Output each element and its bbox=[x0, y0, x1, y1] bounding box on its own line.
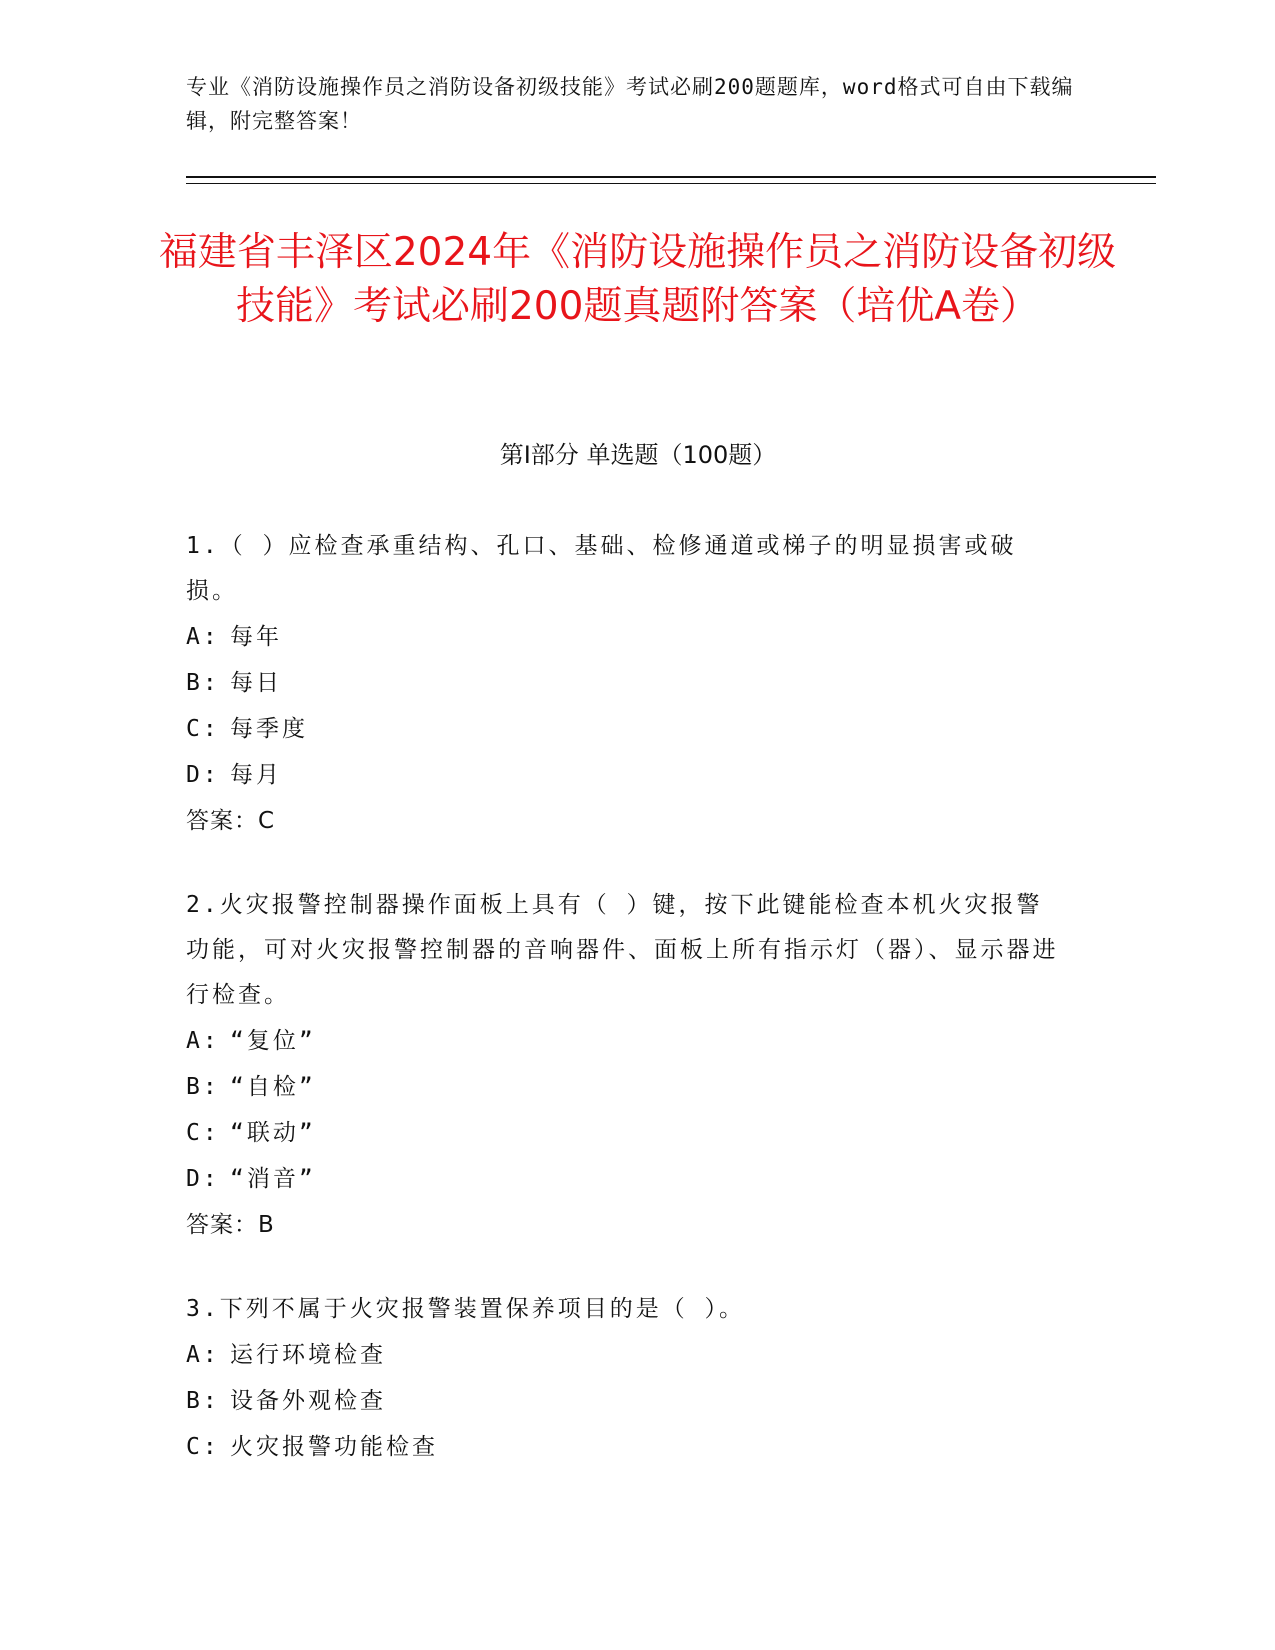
option-key: A: bbox=[186, 1342, 220, 1368]
option-text: “自检” bbox=[230, 1074, 316, 1100]
option-key: A: bbox=[186, 624, 220, 650]
option-key: B: bbox=[186, 670, 220, 696]
option-key: B: bbox=[186, 1074, 220, 1100]
option-a bbox=[186, 1018, 1066, 1064]
option-text: 火灾报警功能检查 bbox=[230, 1434, 438, 1460]
option-text: 每年 bbox=[230, 624, 282, 650]
option-d bbox=[186, 1156, 1066, 1202]
option-text: 运行环境检查 bbox=[230, 1342, 386, 1368]
option-text: “消音” bbox=[230, 1166, 316, 1192]
option-c bbox=[186, 1110, 1066, 1156]
option-text: 每月 bbox=[230, 762, 282, 788]
question-stem: 2.火灾报警控制器操作面板上具有（ ）键，按下此键能检查本机火灾报警功能，可对火灾报警控制器的音响器件、面板上所有指示灯（器）、显示器进行检查。 bbox=[186, 892, 1059, 1008]
option-b bbox=[186, 1378, 1066, 1424]
question-answer: 答案：C bbox=[186, 808, 276, 834]
question-3 bbox=[186, 1287, 1066, 1470]
question-stem: 3.下列不属于火灾报警装置保养项目的是（ ）。 bbox=[186, 1296, 746, 1322]
option-text: “复位” bbox=[230, 1028, 316, 1054]
option-key: B: bbox=[186, 1388, 220, 1414]
option-key: C: bbox=[186, 1434, 220, 1460]
option-key: D: bbox=[186, 1166, 220, 1192]
option-c bbox=[186, 1424, 1066, 1470]
option-key: C: bbox=[186, 1120, 220, 1146]
option-d bbox=[186, 752, 1066, 798]
document-title: 福建省丰泽区2024年《消防设施操作员之消防设备初级技能》考试必刷200题真题附答案（培优A卷） bbox=[158, 230, 1117, 329]
option-key: C: bbox=[186, 716, 220, 742]
option-c bbox=[186, 706, 1066, 752]
option-a bbox=[186, 1332, 1066, 1378]
question-2 bbox=[186, 883, 1066, 1248]
option-text: “联动” bbox=[230, 1120, 316, 1146]
header-rule-thick bbox=[186, 176, 1156, 178]
option-key: D: bbox=[186, 762, 220, 788]
question-stem: 1.（ ）应检查承重结构、孔口、基础、检修通道或梯子的明显损害或破损。 bbox=[186, 533, 1017, 604]
option-b bbox=[186, 1064, 1066, 1110]
option-text: 每日 bbox=[230, 670, 282, 696]
question-answer: 答案：B bbox=[186, 1212, 275, 1238]
option-key: A: bbox=[186, 1028, 220, 1054]
option-a bbox=[186, 614, 1066, 660]
option-text: 设备外观检查 bbox=[230, 1388, 386, 1414]
option-b bbox=[186, 660, 1066, 706]
option-text: 每季度 bbox=[230, 716, 308, 742]
question-1 bbox=[186, 524, 1066, 844]
section-title: 第I部分 单选题（100题） bbox=[499, 441, 777, 469]
header-note: 专业《消防设施操作员之消防设备初级技能》考试必刷200题题库，word格式可自由下载编辑，附完整答案！ bbox=[186, 75, 1074, 133]
header-rule-thin bbox=[186, 183, 1156, 184]
